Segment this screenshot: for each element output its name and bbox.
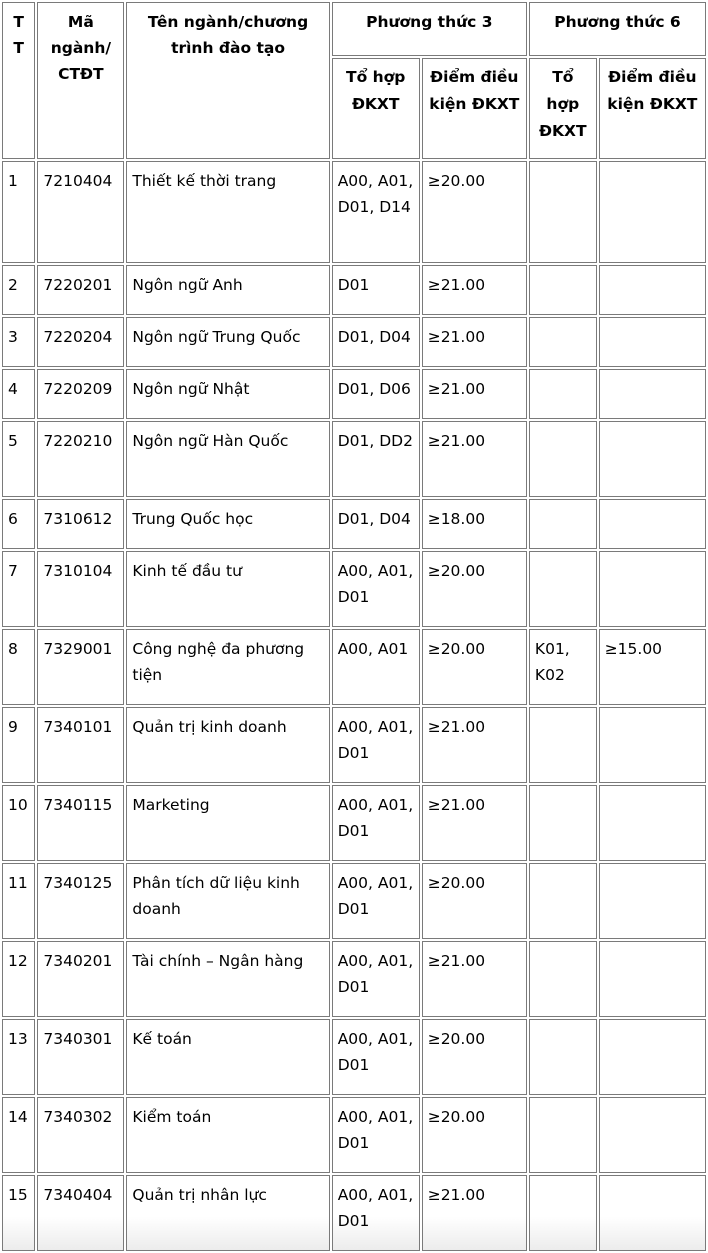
cell-ten: Phân tích dữ liệu kinh doanh bbox=[126, 863, 329, 939]
table-row bbox=[2, 1175, 706, 1251]
cell-to-hop-6 bbox=[529, 1097, 597, 1173]
cell-diem-6 bbox=[599, 317, 706, 367]
table-row bbox=[2, 863, 706, 939]
cell-diem-6 bbox=[599, 707, 706, 783]
cell-tt: 4 bbox=[2, 369, 35, 419]
cell-to-hop-6 bbox=[529, 863, 597, 939]
cell-diem-6 bbox=[599, 499, 706, 549]
cell-ma: 7310612 bbox=[37, 499, 124, 549]
cell-to-hop-6 bbox=[529, 499, 597, 549]
cell-diem-3: ≥20.00 bbox=[422, 551, 527, 627]
cell-diem-3: ≥20.00 bbox=[422, 161, 527, 263]
table-row bbox=[2, 707, 706, 783]
cell-ten: Thiết kế thời trang bbox=[126, 161, 329, 263]
cell-ten: Trung Quốc học bbox=[126, 499, 329, 549]
cell-to-hop-3: A00, A01, D01 bbox=[332, 1019, 420, 1095]
cell-ma: 7329001 bbox=[37, 629, 124, 705]
cell-to-hop-6 bbox=[529, 1175, 597, 1251]
cell-ten: Marketing bbox=[126, 785, 329, 861]
cell-to-hop-6 bbox=[529, 941, 597, 1017]
cell-to-hop-6 bbox=[529, 265, 597, 315]
cell-to-hop-6 bbox=[529, 369, 597, 419]
cell-to-hop-6 bbox=[529, 551, 597, 627]
cell-diem-3: ≥21.00 bbox=[422, 265, 527, 315]
cell-ma: 7340125 bbox=[37, 863, 124, 939]
header-phuong-thuc-6: Phương thức 6 bbox=[529, 2, 706, 56]
cell-diem-3: ≥20.00 bbox=[422, 863, 527, 939]
cell-diem-6 bbox=[599, 1175, 706, 1251]
cell-diem-6 bbox=[599, 1019, 706, 1095]
cell-ma: 7220204 bbox=[37, 317, 124, 367]
cell-tt: 2 bbox=[2, 265, 35, 315]
header-ma-nganh: Mã ngành/ CTĐT bbox=[37, 2, 124, 159]
cell-diem-3: ≥21.00 bbox=[422, 707, 527, 783]
cell-diem-6 bbox=[599, 265, 706, 315]
header-diem-3: Điểm điều kiện ĐKXT bbox=[422, 58, 527, 159]
cell-to-hop-3: A00, A01, D01 bbox=[332, 785, 420, 861]
table-row bbox=[2, 499, 706, 549]
cell-diem-6 bbox=[599, 941, 706, 1017]
cell-tt: 15 bbox=[2, 1175, 35, 1251]
cell-ten: Quản trị kinh doanh bbox=[126, 707, 329, 783]
cell-ma: 7340201 bbox=[37, 941, 124, 1017]
cell-diem-3: ≥20.00 bbox=[422, 1019, 527, 1095]
cell-tt: 1 bbox=[2, 161, 35, 263]
cell-ten: Tài chính – Ngân hàng bbox=[126, 941, 329, 1017]
header-phuong-thuc-3: Phương thức 3 bbox=[332, 2, 527, 56]
header-diem-6: Điểm điều kiện ĐKXT bbox=[599, 58, 706, 159]
table-row bbox=[2, 369, 706, 419]
header-to-hop-6: Tổ hợp ĐKXT bbox=[529, 58, 597, 159]
cell-ma: 7340101 bbox=[37, 707, 124, 783]
header-to-hop-3: Tổ hợp ĐKXT bbox=[332, 58, 420, 159]
cell-tt: 6 bbox=[2, 499, 35, 549]
table-row bbox=[2, 941, 706, 1017]
cell-to-hop-3: D01, DD2 bbox=[332, 421, 420, 497]
cell-diem-6 bbox=[599, 1097, 706, 1173]
cell-diem-3: ≥20.00 bbox=[422, 1097, 527, 1173]
cell-to-hop-3: A00, A01, D01 bbox=[332, 1097, 420, 1173]
cell-diem-6 bbox=[599, 369, 706, 419]
table-body bbox=[2, 161, 706, 1251]
cell-diem-3: ≥21.00 bbox=[422, 1175, 527, 1251]
cell-ten: Công nghệ đa phương tiện bbox=[126, 629, 329, 705]
cell-diem-6 bbox=[599, 161, 706, 263]
cell-ten: Ngôn ngữ Trung Quốc bbox=[126, 317, 329, 367]
cell-tt: 7 bbox=[2, 551, 35, 627]
cell-diem-3: ≥21.00 bbox=[422, 421, 527, 497]
table-row bbox=[2, 421, 706, 497]
cell-diem-3: ≥21.00 bbox=[422, 941, 527, 1017]
cell-tt: 5 bbox=[2, 421, 35, 497]
cell-to-hop-6 bbox=[529, 317, 597, 367]
cell-to-hop-3: A00, A01, D01, D14 bbox=[332, 161, 420, 263]
cell-diem-3: ≥21.00 bbox=[422, 785, 527, 861]
cell-ten: Ngôn ngữ Nhật bbox=[126, 369, 329, 419]
table-row bbox=[2, 551, 706, 627]
header-tt: TT bbox=[2, 2, 35, 159]
table-row bbox=[2, 1097, 706, 1173]
cell-to-hop-6 bbox=[529, 161, 597, 263]
cell-diem-6 bbox=[599, 551, 706, 627]
cell-ten: Ngôn ngữ Anh bbox=[126, 265, 329, 315]
cell-to-hop-3: A00, A01, D01 bbox=[332, 941, 420, 1017]
cell-ma: 7340301 bbox=[37, 1019, 124, 1095]
table-row bbox=[2, 317, 706, 367]
cell-tt: 13 bbox=[2, 1019, 35, 1095]
cell-ma: 7340115 bbox=[37, 785, 124, 861]
cell-to-hop-6 bbox=[529, 785, 597, 861]
cell-to-hop-3: A00, A01, D01 bbox=[332, 863, 420, 939]
cell-ten: Kinh tế đầu tư bbox=[126, 551, 329, 627]
cell-to-hop-3: D01, D04 bbox=[332, 317, 420, 367]
cell-tt: 12 bbox=[2, 941, 35, 1017]
cell-ten: Kế toán bbox=[126, 1019, 329, 1095]
cell-diem-3: ≥20.00 bbox=[422, 629, 527, 705]
cell-ma: 7310104 bbox=[37, 551, 124, 627]
cell-ma: 7210404 bbox=[37, 161, 124, 263]
cell-tt: 8 bbox=[2, 629, 35, 705]
cell-diem-3: ≥18.00 bbox=[422, 499, 527, 549]
cell-to-hop-6: K01, K02 bbox=[529, 629, 597, 705]
cell-to-hop-3: D01, D06 bbox=[332, 369, 420, 419]
cell-ten: Kiểm toán bbox=[126, 1097, 329, 1173]
cell-diem-3: ≥21.00 bbox=[422, 369, 527, 419]
table-row bbox=[2, 1019, 706, 1095]
cell-to-hop-6 bbox=[529, 421, 597, 497]
cell-ma: 7220201 bbox=[37, 265, 124, 315]
cell-to-hop-3: D01 bbox=[332, 265, 420, 315]
table-row bbox=[2, 785, 706, 861]
cell-to-hop-3: A00, A01, D01 bbox=[332, 707, 420, 783]
cell-tt: 14 bbox=[2, 1097, 35, 1173]
cell-tt: 11 bbox=[2, 863, 35, 939]
cell-tt: 3 bbox=[2, 317, 35, 367]
cell-diem-3: ≥21.00 bbox=[422, 317, 527, 367]
cell-ma: 7220210 bbox=[37, 421, 124, 497]
header-ten-nganh: Tên ngành/chương trình đào tạo bbox=[126, 2, 329, 159]
cell-to-hop-6 bbox=[529, 1019, 597, 1095]
table-row bbox=[2, 265, 706, 315]
table-header bbox=[2, 2, 706, 159]
cell-diem-6: ≥15.00 bbox=[599, 629, 706, 705]
cell-to-hop-3: D01, D04 bbox=[332, 499, 420, 549]
cell-to-hop-3: A00, A01, D01 bbox=[332, 551, 420, 627]
cell-ten: Ngôn ngữ Hàn Quốc bbox=[126, 421, 329, 497]
cell-tt: 10 bbox=[2, 785, 35, 861]
cell-to-hop-6 bbox=[529, 707, 597, 783]
cell-diem-6 bbox=[599, 863, 706, 939]
header-row-top bbox=[2, 2, 706, 56]
cell-ma: 7220209 bbox=[37, 369, 124, 419]
table-row bbox=[2, 161, 706, 263]
table-row bbox=[2, 629, 706, 705]
cell-tt: 9 bbox=[2, 707, 35, 783]
cell-ma: 7340302 bbox=[37, 1097, 124, 1173]
cell-diem-6 bbox=[599, 785, 706, 861]
cell-to-hop-3: A00, A01 bbox=[332, 629, 420, 705]
cell-ten: Quản trị nhân lực bbox=[126, 1175, 329, 1251]
cell-diem-6 bbox=[599, 421, 706, 497]
cell-ma: 7340404 bbox=[37, 1175, 124, 1251]
cell-to-hop-3: A00, A01, D01 bbox=[332, 1175, 420, 1251]
